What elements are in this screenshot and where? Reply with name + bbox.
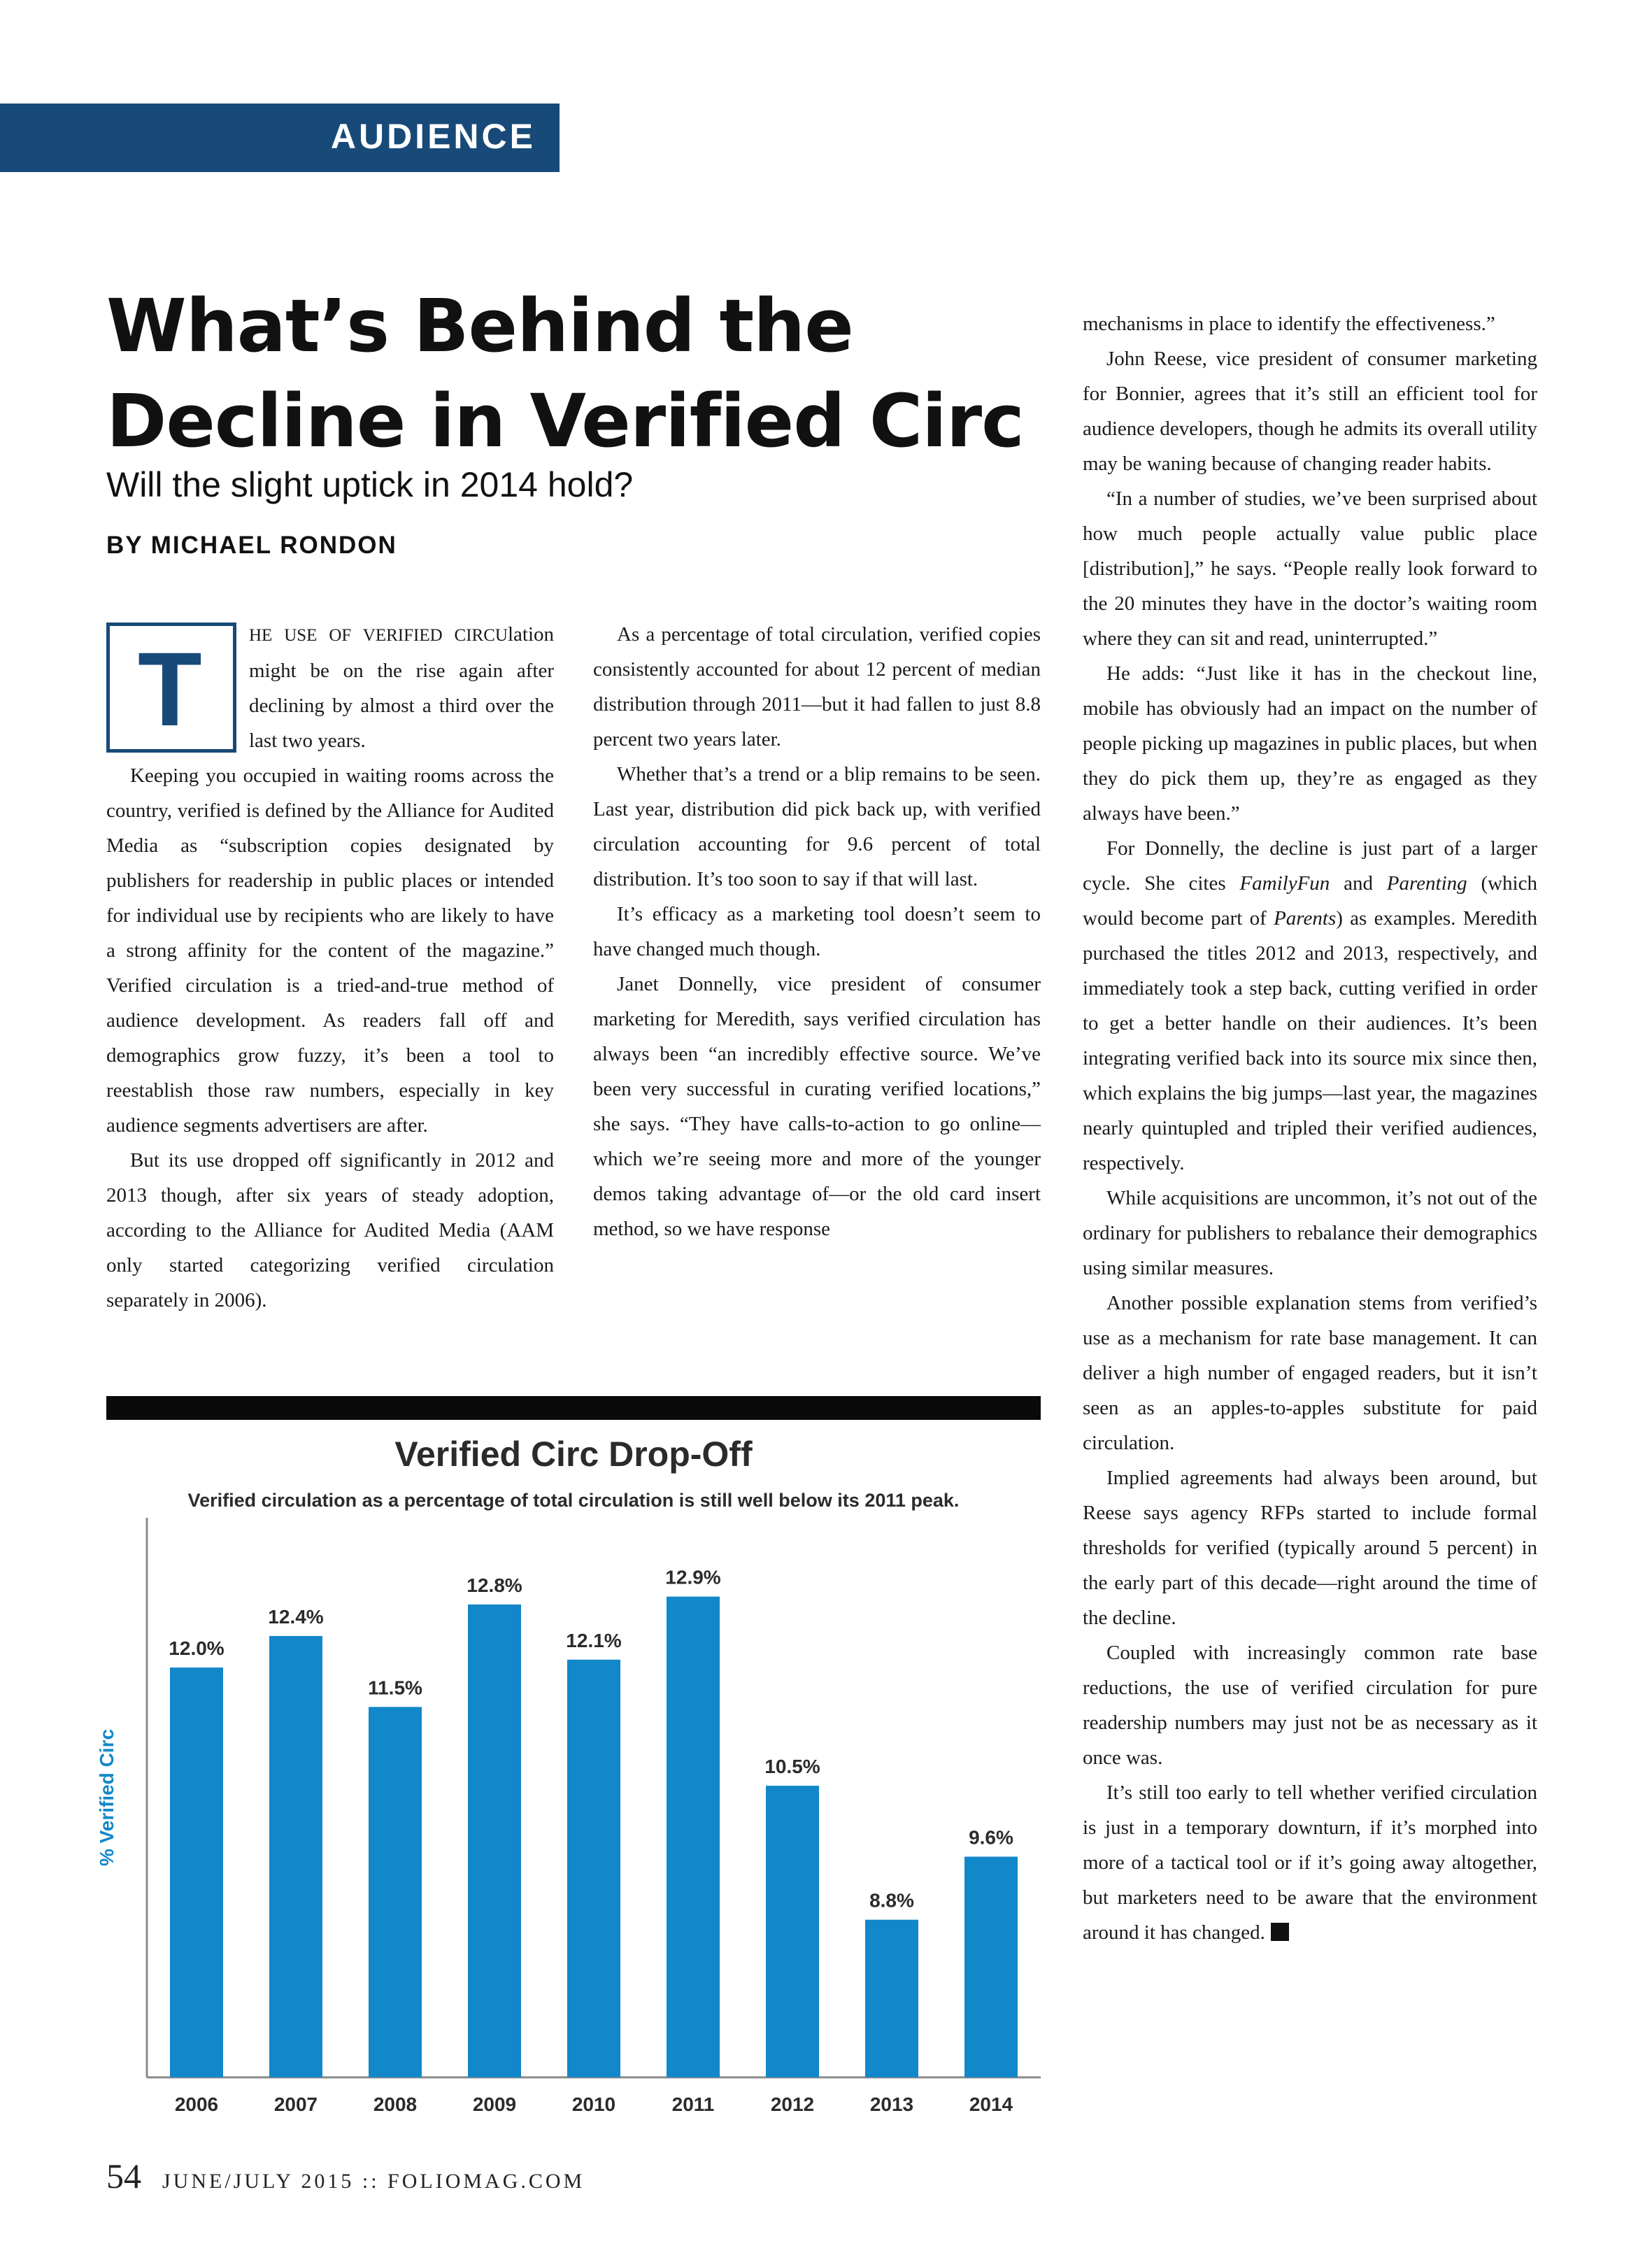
bar-2014 bbox=[964, 1857, 1018, 2077]
x-tick-label-2014: 2014 bbox=[969, 2093, 1013, 2115]
paragraph: “In a number of studies, we’ve been surprised about how much people actually value public place [distribution],” he says. “People really look forward to the 20 minutes they have in the doctor’s waiting room where they can sit and read, uninterrupted.” bbox=[1083, 488, 1537, 650]
lead-caps: HE USE OF VERIFIED CIRCU bbox=[249, 626, 508, 645]
paragraph: Another possible explanation stems from verified’s use as a mechanism for rate base management. It can deliver a high number of engaged readers, but it isn’t seen as an apples-to-apples substitute for paid circulation. bbox=[1083, 1292, 1537, 1454]
text-run: It’s still too early to tell whether verified circulation is just in a temporary downturn, if it’s morphed into more of a tactical tool or if it’s going away altogether, but marketers need to be aware that the environment around it has changed. bbox=[1083, 1781, 1537, 1944]
deck: Will the slight uptick in 2014 hold? bbox=[106, 465, 634, 504]
bar-2010 bbox=[567, 1660, 620, 2077]
x-tick-label-2006: 2006 bbox=[174, 2093, 219, 2115]
paragraph: He adds: “Just like it has in the checkout line, mobile has obviously had an impact on the number of people picking up magazines in public places, but when they do pick them up, they’re as engaged as they always have been.” bbox=[1083, 662, 1537, 825]
data-label-2007: 12.4% bbox=[268, 1606, 324, 1628]
paragraph: Janet Donnelly, vice president of consumer marketing for Meredith, says verified circulation has always been “an incredibly effective source. We’ve been very successful in curating verified locations,” she says. “They have calls-to-action to go online—which we’re seeing more and more of the younger demos taking advantage of—or the old card insert method, so we have response bbox=[593, 973, 1041, 1240]
data-label-2010: 12.1% bbox=[566, 1629, 622, 1651]
drop-cap-letter: T bbox=[138, 630, 202, 748]
y-axis-label: % Verified Circ bbox=[96, 1728, 118, 1867]
bar-2013 bbox=[865, 1920, 918, 2077]
data-label-2009: 12.8% bbox=[467, 1574, 522, 1596]
paragraph: Coupled with increasingly common rate base reductions, the use of verified circulation for pure readership numbers may just not be as necessary as it once was. bbox=[1083, 1642, 1537, 1769]
page-number: 54 bbox=[106, 2156, 141, 2196]
bar-2009 bbox=[468, 1605, 521, 2077]
paragraph: While acquisitions are uncommon, it’s not out of the ordinary for publishers to rebalance their demographics using similar measures. bbox=[1083, 1187, 1537, 1279]
text-run: For Donnelly, the decline is just part of a larger cycle. She cites bbox=[1083, 837, 1537, 895]
paragraph: Keeping you occupied in waiting rooms across the country, verified is defined by the Alliance for Audited Media as “subscription copies designated by publishers for readership in public places or intended for individual use by recipients who are likely to have a strong affinity for the content of the magazine.” Verified circulation is a tried-and-true method of audience development. As readers fall off and demographics grow fuzzy, it’s been a tool to reestablish those raw numbers, especially in key audience segments advertisers are after. bbox=[106, 764, 554, 1137]
data-label-2008: 11.5% bbox=[368, 1677, 422, 1699]
bar-2007 bbox=[269, 1636, 322, 2077]
section-label: AUDIENCE bbox=[330, 117, 536, 156]
chart-subtitle: Verified circulation as a percentage of total circulation is still well below its 2011 peak. bbox=[187, 1490, 960, 1511]
x-tick-label-2007: 2007 bbox=[273, 2093, 318, 2115]
paragraph: John Reese, vice president of consumer marketing for Bonnier, agrees that it’s still an efficient tool for audience developers, though he admits its overall utility may be waning because of changing reader habits. bbox=[1083, 348, 1537, 475]
headline-line-1: What’s Behind the bbox=[106, 283, 853, 369]
paragraph: Whether that’s a trend or a blip remains to be seen. Last year, distribution did pick back up, with verified circulation accounting for 9.6 percent of total distribution. It’s too soon to say if that will last. bbox=[593, 763, 1041, 890]
data-label-2012: 10.5% bbox=[764, 1756, 820, 1778]
bar-2008 bbox=[369, 1707, 422, 2077]
paragraph: It’s efficacy as a marketing tool doesn’t seem to have changed much though. bbox=[593, 903, 1041, 960]
paragraph: As a percentage of total circulation, verified copies consistently accounted for about 12 percent of median distribution through 2011—but it had fallen to just 8.8 percent two years later. bbox=[593, 623, 1041, 751]
magazine-title: Parenting bbox=[1386, 872, 1467, 895]
chart-title: Verified Circ Drop-Off bbox=[394, 1435, 753, 1474]
text-run: and bbox=[1330, 872, 1387, 895]
x-tick-label-2008: 2008 bbox=[373, 2093, 418, 2115]
x-tick-label-2013: 2013 bbox=[869, 2093, 914, 2115]
magazine-title: Parents bbox=[1274, 907, 1337, 930]
data-label-2011: 12.9% bbox=[665, 1566, 721, 1588]
text-run: (which would become part of bbox=[1083, 872, 1537, 930]
bar-2006 bbox=[170, 1667, 223, 2077]
lead-rest: lation might be on the rise again after declining by almost a third over the last two years. bbox=[249, 623, 554, 752]
x-tick-label-2011: 2011 bbox=[671, 2093, 715, 2115]
headline-line-2: Decline in Verified Circ bbox=[106, 378, 1024, 464]
data-label-2006: 12.0% bbox=[169, 1637, 225, 1660]
data-label-2013: 8.8% bbox=[869, 1889, 914, 1912]
x-tick-label-2009: 2009 bbox=[472, 2093, 517, 2115]
paragraph: mechanisms in place to identify the effectiveness.” bbox=[1083, 313, 1495, 335]
x-tick-label-2010: 2010 bbox=[571, 2093, 616, 2115]
byline: BY MICHAEL RONDON bbox=[106, 532, 397, 559]
folio bbox=[106, 2156, 585, 2196]
x-tick-label-2012: 2012 bbox=[770, 2093, 815, 2115]
paragraph: But its use dropped off significantly in 2012 and 2013 though, after six years of steady adoption, according to the Alliance for Audited Media (AAM only started categorizing verified circulation separately in 2006). bbox=[106, 1149, 554, 1311]
magazine-title: FamilyFun bbox=[1239, 872, 1330, 895]
data-label-2014: 9.6% bbox=[969, 1826, 1013, 1849]
issue-line: JUNE/JULY 2015 :: FOLIOMAG.COM bbox=[162, 2170, 585, 2193]
bar-2011 bbox=[667, 1597, 720, 2077]
text-run: ) as examples. Meredith purchased the titles 2012 and 2013, respectively, and immediately took a step back, cutting verified in order to get a better handle on their audiences. It’s been integrating verified back into its source mix since then, which explains the big jumps—last year, the magazines nearly quintupled and tripled their verified audiences, respectively. bbox=[1083, 907, 1537, 1174]
bar-2012 bbox=[766, 1786, 819, 2077]
paragraph: Implied agreements had always been around, but Reese says agency RFPs started to include formal thresholds for verified (typically around 5 percent) in the early part of this decade—right around the time of the decline. bbox=[1083, 1467, 1537, 1629]
